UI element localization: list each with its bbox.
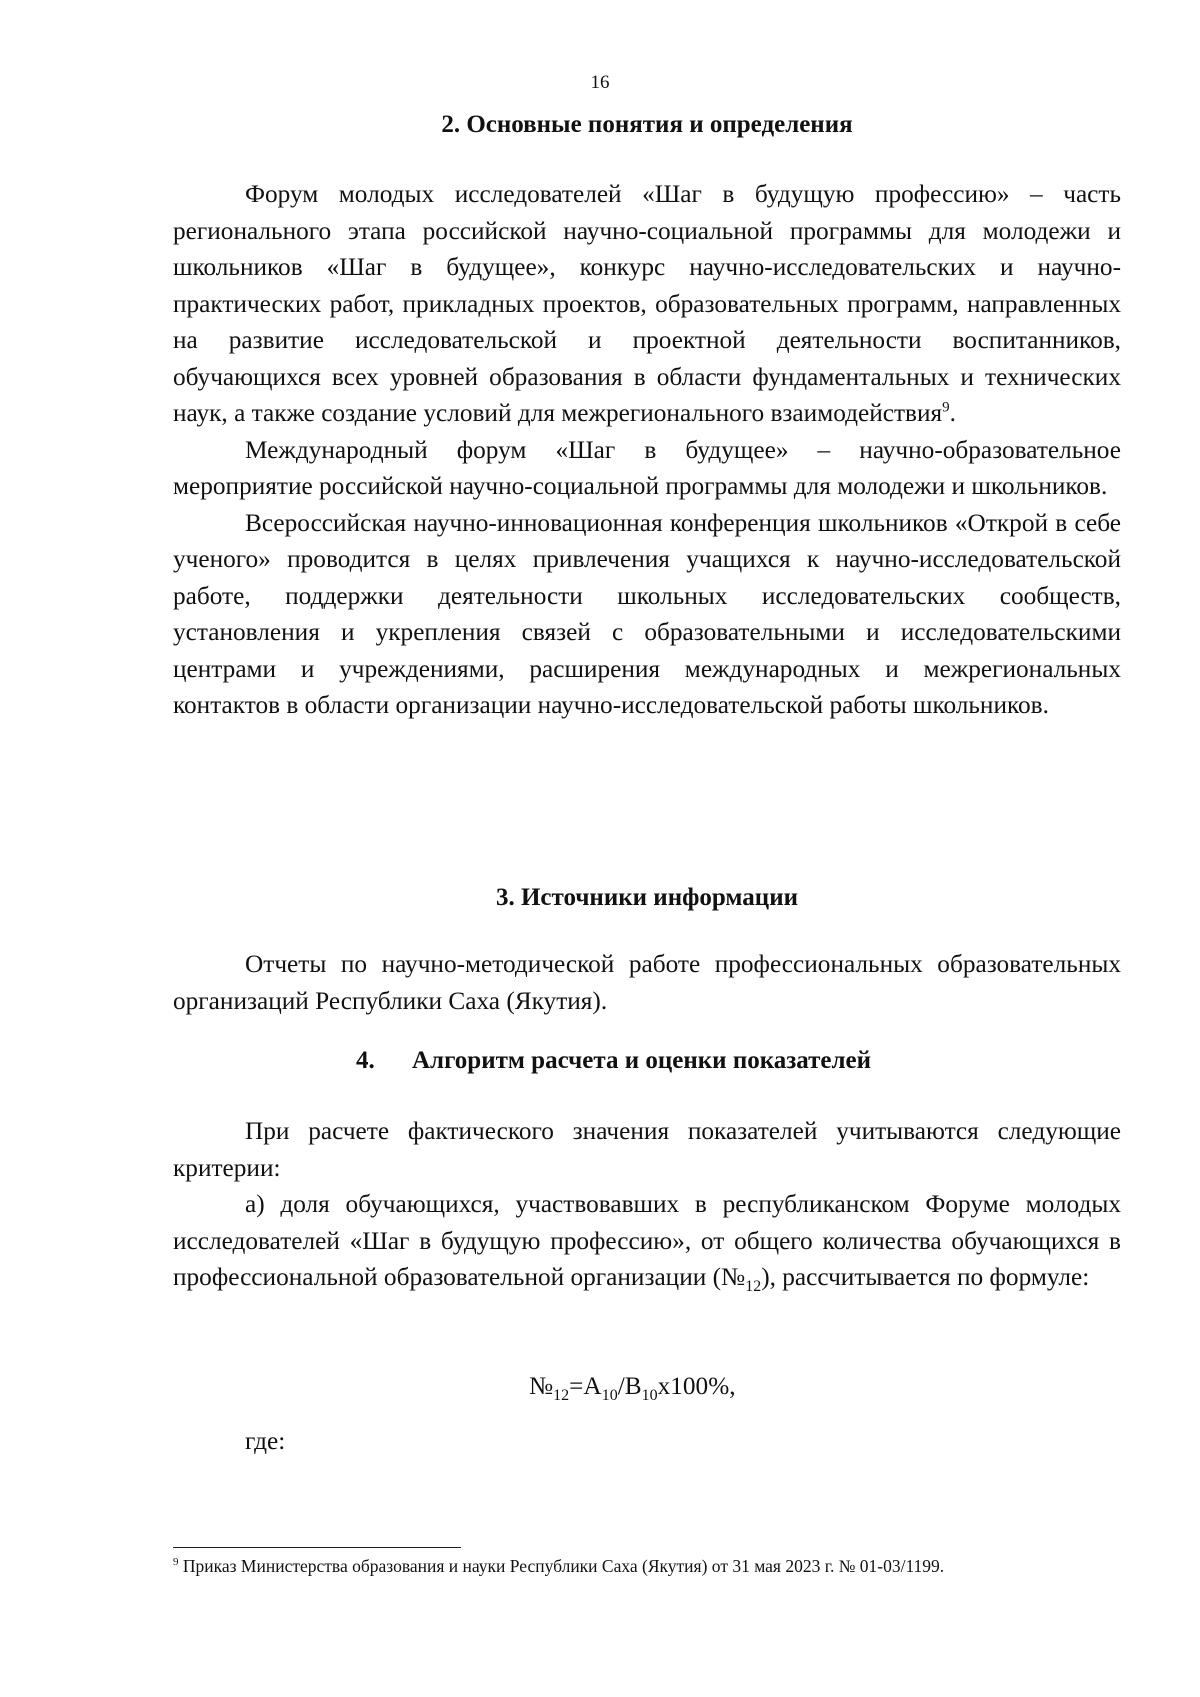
footnote	[173, 1556, 944, 1577]
where-label: где:	[245, 1427, 286, 1455]
section-2-heading: 2. Основные понятия и определения	[441, 111, 853, 138]
formula	[529, 1372, 736, 1405]
section-4-heading-number: 4.	[356, 1047, 375, 1074]
section-2-paragraph-1-end: .	[949, 399, 956, 427]
section-2-body	[173, 176, 1121, 724]
page-number: 16	[590, 72, 610, 93]
section-2-paragraph-1-text: Форум молодых исследователей «Шаг в будущую профессию» – часть регионального этапа российской научно-социальной программы для молодежи и школьников «Шаг в будущее», конкурс научно-исследовательских и научно-практических работ, прикладных проектов, образовательных программ, направленных на развитие исследовательской и проектной деятельности воспитанников, обучающихся всех уровней образования в области фундаментальных и технических наук, а также создание условий для межрегионального взаимодействия	[173, 180, 1121, 427]
formula-sub-3: 10	[641, 1387, 658, 1405]
footnote-number: 9	[173, 1556, 179, 1569]
formula-sub-2: 10	[601, 1387, 618, 1405]
section-2-paragraph-3: Всероссийская научно-инновационная конференция школьников «Открой в себе ученого» проводится в целях привлечения учащихся к научно-исследовательской работе, поддержки деятельности школьных исследовательских сообществ, установления и укрепления связей с образовательными и исследовательскими центрами и учреждениями, расширения международных и межрегиональных контактов в области организации научно-исследовательской работы школьников.	[173, 508, 1121, 719]
section-2-paragraph-1	[173, 176, 1121, 432]
section-4-paragraph-2-subscript: 12	[745, 1278, 762, 1296]
section-3-paragraph-1: Отчеты по научно-методической работе профессиональных образовательных организаций Республики Саха (Якутия).	[173, 950, 1121, 1015]
section-4-paragraph-2-end: ), рассчитывается по формуле:	[761, 1263, 1090, 1291]
footnote-ref-9: 9	[942, 399, 950, 416]
formula-sub-1: 12	[553, 1387, 570, 1405]
formula-part-2: =А	[569, 1372, 602, 1400]
section-2	[173, 111, 1121, 139]
section-2-paragraph-2: Международный форум «Шаг в будущее» – научно-образовательное мероприятие российской научно-социальной программы для молодежи и школьников.	[173, 435, 1121, 500]
section-4-paragraph-2-text: а) доля обучающихся, участвовавших в республиканском Форуме молодых исследователей «Шаг в будущую профессию», от общего количества обучающихся в профессиональной образовательной организации (№	[173, 1190, 1121, 1291]
section-4-paragraph-2	[173, 1186, 1121, 1296]
section-4-body	[173, 1113, 1121, 1296]
formula-part-1: №	[529, 1372, 554, 1400]
footnote-separator	[173, 1547, 461, 1548]
section-4-paragraph-1: При расчете фактического значения показателей учитываются следующие критерии:	[173, 1117, 1121, 1182]
formula-part-3: /В	[617, 1372, 642, 1400]
section-3-heading: 3. Источники информации	[495, 884, 798, 911]
formula-part-4: х100%,	[657, 1372, 736, 1400]
section-3	[173, 884, 1121, 912]
section-4-heading-text: Алгоритм расчета и оценки показателей	[412, 1047, 872, 1074]
footnote-text: Приказ Министерства образования и науки Республики Саха (Якутия) от 31 мая 2023 г. № 01-03/1199.	[178, 1556, 945, 1576]
section-3-body	[173, 946, 1121, 1019]
